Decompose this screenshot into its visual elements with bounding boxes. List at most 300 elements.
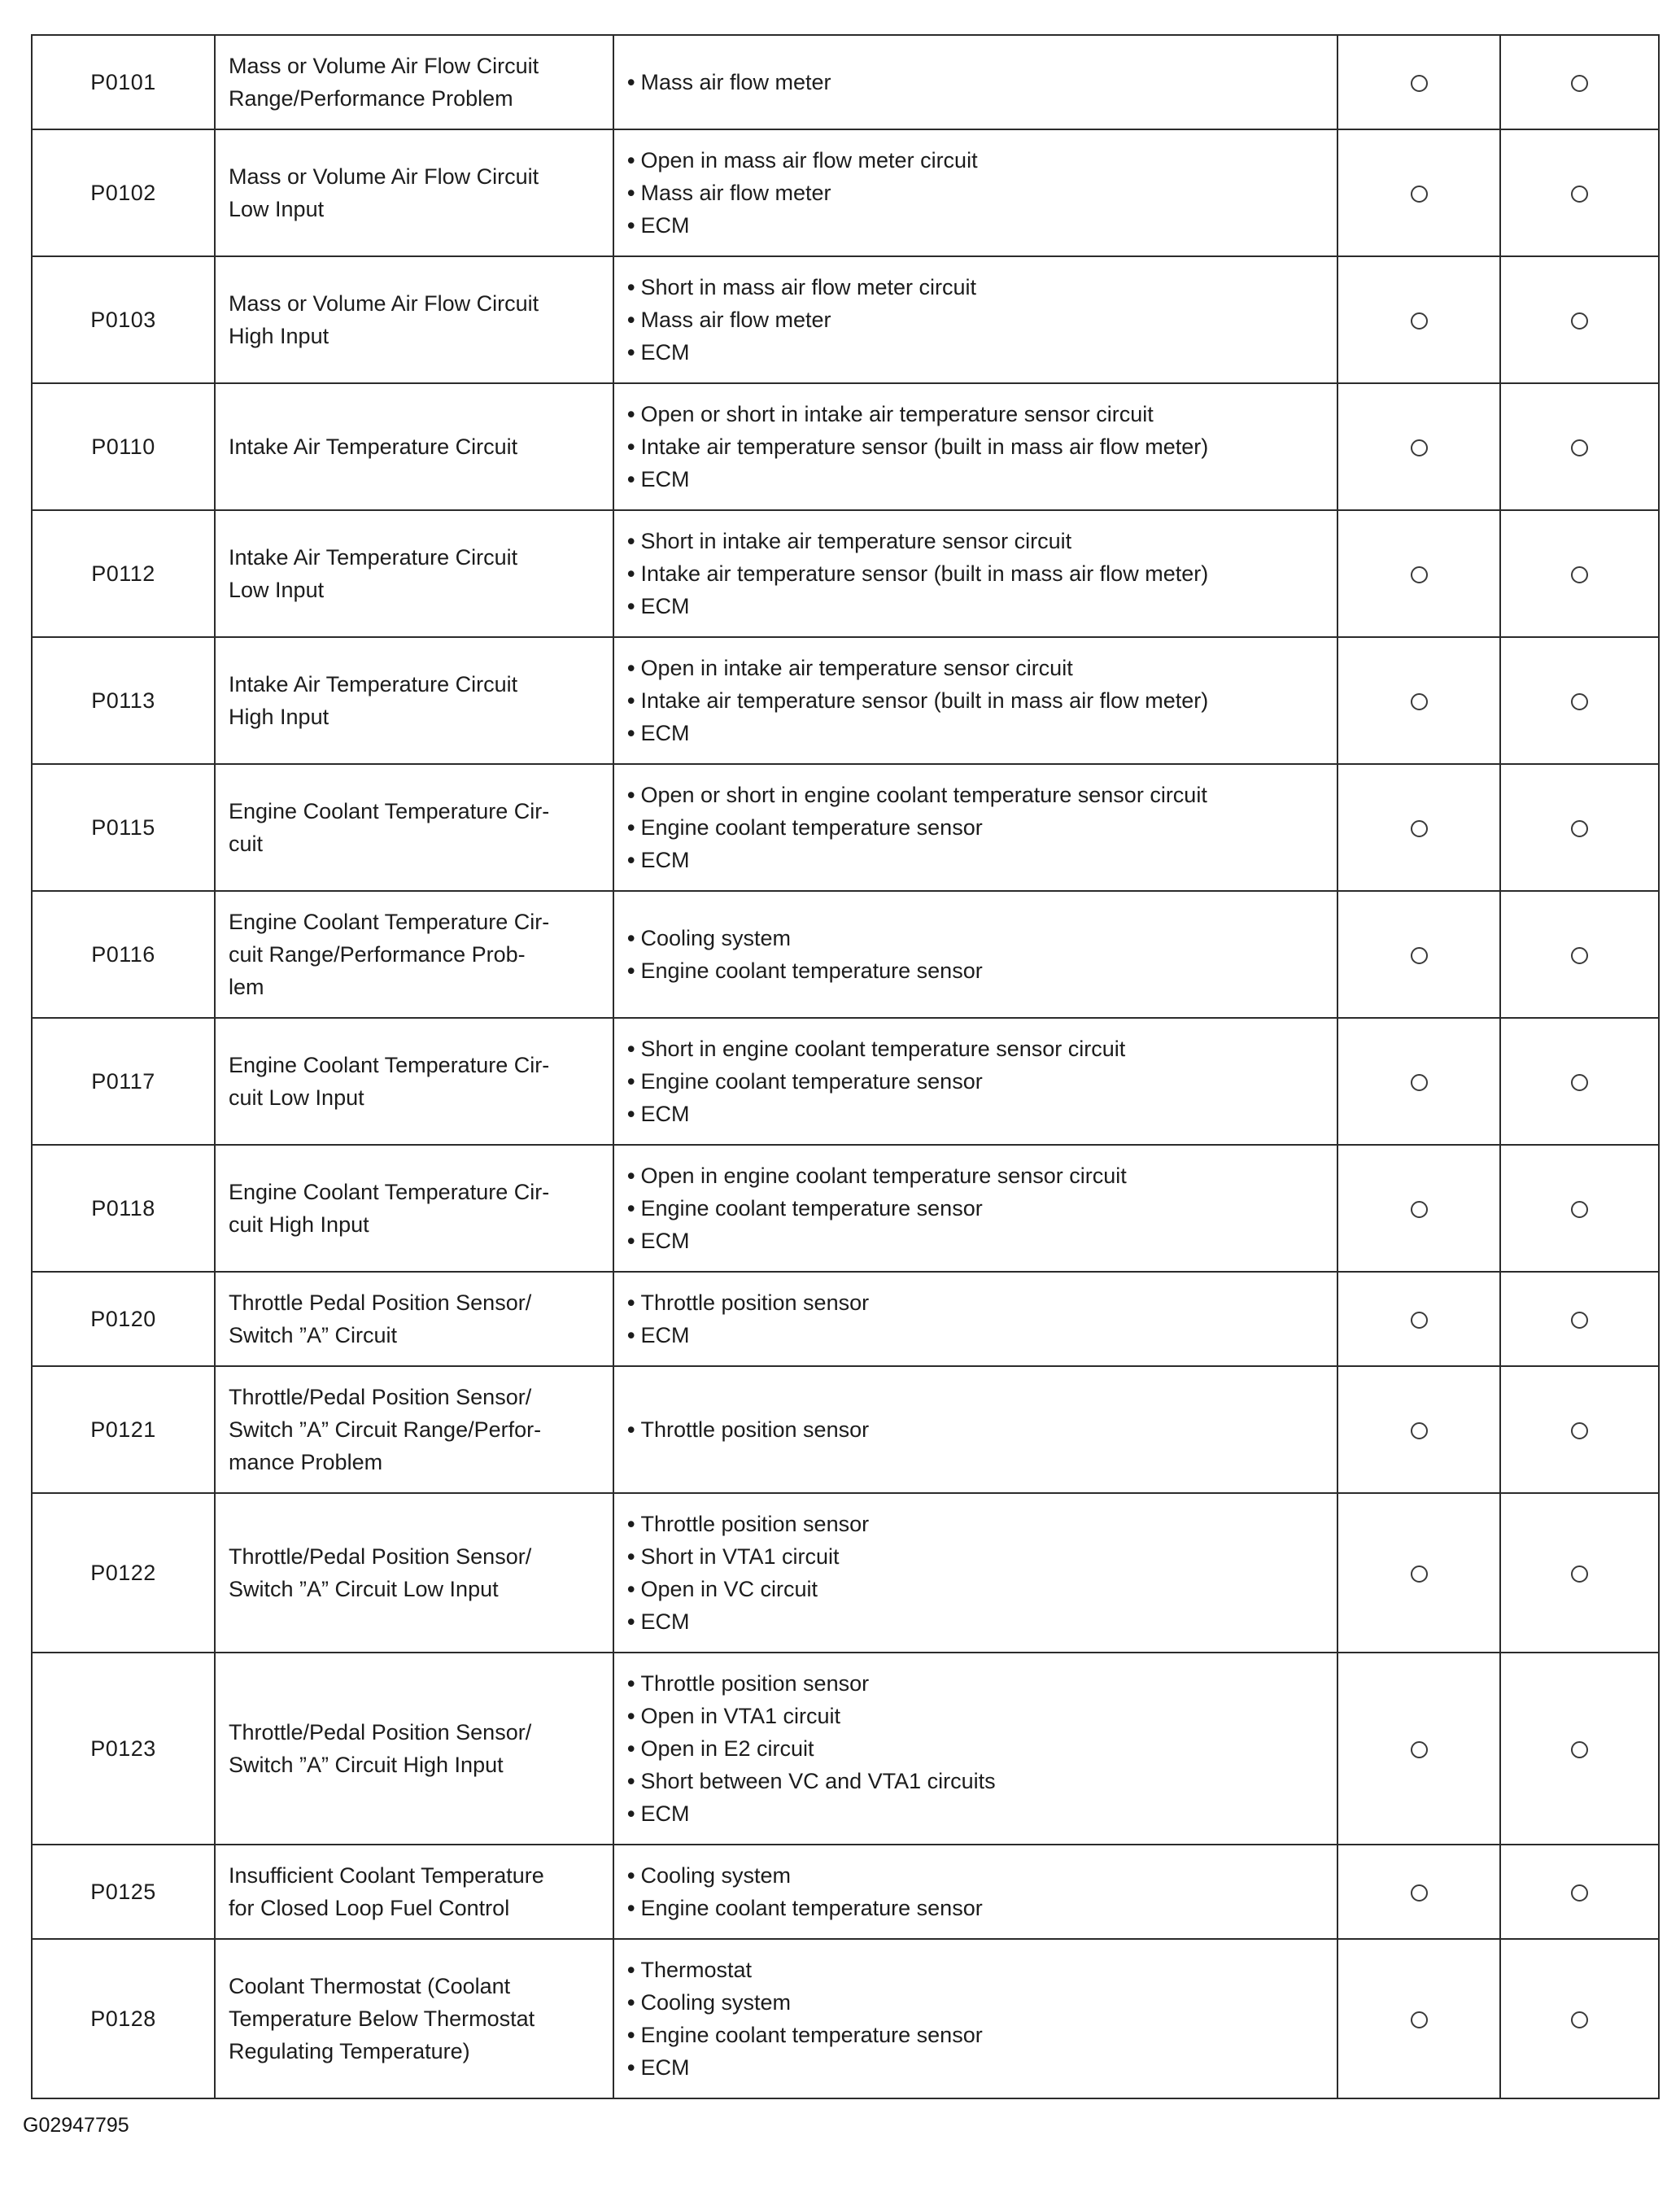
dtc-item-cell xyxy=(215,891,613,1018)
mark-cell-2 xyxy=(1500,1939,1659,2098)
dtc-item-line: cuit High Input xyxy=(229,1212,369,1237)
mark-cell-2 xyxy=(1500,35,1659,129)
trouble-area-cell xyxy=(613,1653,1337,1845)
dtc-code-cell: P0115 xyxy=(32,764,215,891)
dtc-code-cell: P0121 xyxy=(32,1366,215,1493)
mark-cell-1 xyxy=(1337,1939,1500,2098)
trouble-area-cell xyxy=(613,637,1337,764)
dtc-item-line: Switch ”A” Circuit Low Input xyxy=(229,1577,499,1601)
figure-id: G02947795 xyxy=(23,2114,129,2137)
bullet-icon: • xyxy=(627,688,635,714)
trouble-area-item xyxy=(627,336,1324,369)
trouble-area-text: ECM xyxy=(640,1229,690,1253)
mark-cell-1 xyxy=(1337,510,1500,637)
trouble-area-item xyxy=(627,1033,1324,1065)
trouble-area-item xyxy=(627,209,1324,242)
trouble-area-item xyxy=(627,463,1324,496)
bullet-icon: • xyxy=(627,1703,635,1729)
bullet-icon: • xyxy=(627,925,635,951)
trouble-area-item xyxy=(627,1159,1324,1192)
bullet-icon: • xyxy=(627,1290,635,1316)
circle-mark-icon xyxy=(1571,2011,1588,2028)
dtc-item-line: Switch ”A” Circuit xyxy=(229,1323,398,1347)
bullet-icon: • xyxy=(627,1101,635,1127)
bullet-icon: • xyxy=(627,1322,635,1348)
trouble-area-item xyxy=(627,66,1324,98)
dtc-item-cell xyxy=(215,383,613,510)
trouble-area-item xyxy=(627,271,1324,303)
trouble-area-cell xyxy=(613,1145,1337,1272)
dtc-item-cell xyxy=(215,1272,613,1366)
bullet-icon: • xyxy=(627,1862,635,1889)
dtc-table-row xyxy=(32,891,1659,1018)
trouble-area-item xyxy=(627,1286,1324,1319)
dtc-item-line: Engine Coolant Temperature Cir- xyxy=(229,1053,550,1077)
dtc-item-line: Low Input xyxy=(229,578,325,602)
dtc-item-line: Regulating Temperature) xyxy=(229,2039,470,2063)
dtc-table-row xyxy=(32,1272,1659,1366)
dtc-table-row xyxy=(32,1493,1659,1653)
dtc-table-row xyxy=(32,1939,1659,2098)
dtc-item-cell xyxy=(215,764,613,891)
trouble-area-cell xyxy=(613,510,1337,637)
mark-cell-2 xyxy=(1500,1145,1659,1272)
bullet-icon: • xyxy=(627,528,635,554)
circle-mark-icon xyxy=(1411,1884,1428,1902)
dtc-item-line: Throttle/Pedal Position Sensor/ xyxy=(229,1544,532,1569)
circle-mark-icon xyxy=(1411,1074,1428,1091)
dtc-item-line: Temperature Below Thermostat xyxy=(229,2006,535,2031)
dtc-table-row xyxy=(32,129,1659,256)
bullet-icon: • xyxy=(627,1989,635,2015)
circle-mark-icon xyxy=(1571,75,1588,92)
trouble-area-item xyxy=(627,1413,1324,1446)
trouble-area-item xyxy=(627,177,1324,209)
dtc-item-cell xyxy=(215,637,613,764)
bullet-icon: • xyxy=(627,212,635,238)
trouble-area-item xyxy=(627,652,1324,684)
bullet-icon: • xyxy=(627,434,635,460)
circle-mark-icon xyxy=(1571,1312,1588,1329)
circle-mark-icon xyxy=(1571,693,1588,710)
trouble-area-item xyxy=(627,398,1324,430)
trouble-area-item xyxy=(627,1797,1324,1830)
trouble-area-cell xyxy=(613,35,1337,129)
bullet-icon: • xyxy=(627,655,635,681)
dtc-item-line: High Input xyxy=(229,705,329,729)
trouble-area-text: Cooling system xyxy=(640,1990,792,2015)
dtc-item-line: Engine Coolant Temperature Cir- xyxy=(229,910,550,934)
mark-cell-1 xyxy=(1337,129,1500,256)
trouble-area-item xyxy=(627,1667,1324,1700)
trouble-area-text: ECM xyxy=(640,1801,690,1826)
trouble-area-text: Intake air temperature sensor (built in mass air flow meter) xyxy=(640,561,1209,586)
bullet-icon: • xyxy=(627,401,635,427)
trouble-area-item xyxy=(627,303,1324,336)
circle-mark-icon xyxy=(1571,1884,1588,1902)
trouble-area-cell xyxy=(613,1366,1337,1493)
bullet-icon: • xyxy=(627,1228,635,1254)
trouble-area-cell xyxy=(613,383,1337,510)
circle-mark-icon xyxy=(1571,1201,1588,1218)
trouble-area-cell xyxy=(613,891,1337,1018)
trouble-area-cell xyxy=(613,764,1337,891)
dtc-code-cell: P0102 xyxy=(32,129,215,256)
trouble-area-text: Engine coolant temperature sensor xyxy=(640,958,983,983)
trouble-area-text: Mass air flow meter xyxy=(640,181,831,205)
dtc-item-line: cuit Low Input xyxy=(229,1085,364,1110)
circle-mark-icon xyxy=(1571,820,1588,837)
trouble-area-text: Engine coolant temperature sensor xyxy=(640,2023,983,2047)
dtc-item-line: Intake Air Temperature Circuit xyxy=(229,672,518,696)
trouble-area-item xyxy=(627,1508,1324,1540)
dtc-item-cell xyxy=(215,1493,613,1653)
dtc-table-row xyxy=(32,256,1659,383)
dtc-item-line: Throttle/Pedal Position Sensor/ xyxy=(229,1720,532,1744)
circle-mark-icon xyxy=(1411,2011,1428,2028)
trouble-area-text: Engine coolant temperature sensor xyxy=(640,815,983,840)
trouble-area-text: Open in E2 circuit xyxy=(640,1736,814,1761)
dtc-code-cell: P0101 xyxy=(32,35,215,129)
dtc-item-line: Switch ”A” Circuit High Input xyxy=(229,1753,504,1777)
trouble-area-text: Open or short in intake air temperature sensor circuit xyxy=(640,402,1154,426)
circle-mark-icon xyxy=(1411,1201,1428,1218)
bullet-icon: • xyxy=(627,147,635,173)
mark-cell-2 xyxy=(1500,891,1659,1018)
circle-mark-icon xyxy=(1571,1422,1588,1439)
mark-cell-2 xyxy=(1500,1493,1659,1653)
bullet-icon: • xyxy=(627,274,635,300)
trouble-area-text: ECM xyxy=(640,848,690,872)
dtc-code-cell: P0128 xyxy=(32,1939,215,2098)
trouble-area-item xyxy=(627,1192,1324,1225)
trouble-area-text: Open in intake air temperature sensor circuit xyxy=(640,656,1073,680)
trouble-area-item xyxy=(627,1065,1324,1098)
dtc-table-row xyxy=(32,510,1659,637)
dtc-item-cell xyxy=(215,1366,613,1493)
trouble-area-text: Engine coolant temperature sensor xyxy=(640,1069,983,1094)
mark-cell-2 xyxy=(1500,1018,1659,1145)
circle-mark-icon xyxy=(1411,186,1428,203)
trouble-area-item xyxy=(627,144,1324,177)
trouble-area-item xyxy=(627,1573,1324,1605)
trouble-area-text: ECM xyxy=(640,594,690,618)
dtc-code-cell: P0116 xyxy=(32,891,215,1018)
dtc-table-row xyxy=(32,1845,1659,1939)
trouble-area-text: Throttle position sensor xyxy=(640,1512,870,1536)
trouble-area-text: Short in mass air flow meter circuit xyxy=(640,275,977,299)
trouble-area-text: Short between VC and VTA1 circuits xyxy=(640,1769,996,1793)
mark-cell-2 xyxy=(1500,1845,1659,1939)
trouble-area-text: Engine coolant temperature sensor xyxy=(640,1896,983,1920)
dtc-table-row xyxy=(32,1653,1659,1845)
circle-mark-icon xyxy=(1411,566,1428,583)
bullet-icon: • xyxy=(627,1768,635,1794)
dtc-item-line: for Closed Loop Fuel Control xyxy=(229,1896,510,1920)
trouble-area-item xyxy=(627,2019,1324,2051)
dtc-item-line: Intake Air Temperature Circuit xyxy=(229,434,518,459)
dtc-item-line: cuit xyxy=(229,832,264,856)
bullet-icon: • xyxy=(627,180,635,206)
bullet-icon: • xyxy=(627,1511,635,1537)
bullet-icon: • xyxy=(627,1195,635,1221)
mark-cell-1 xyxy=(1337,1018,1500,1145)
circle-mark-icon xyxy=(1411,1312,1428,1329)
trouble-area-item xyxy=(627,684,1324,717)
dtc-item-cell xyxy=(215,1018,613,1145)
bullet-icon: • xyxy=(627,339,635,365)
trouble-area-text: ECM xyxy=(640,1102,690,1126)
bullet-icon: • xyxy=(627,1957,635,1983)
bullet-icon: • xyxy=(627,69,635,95)
trouble-area-item xyxy=(627,1605,1324,1638)
dtc-item-line: Range/Performance Problem xyxy=(229,86,513,111)
trouble-area-item xyxy=(627,1892,1324,1924)
trouble-area-item xyxy=(627,1765,1324,1797)
circle-mark-icon xyxy=(1411,947,1428,964)
bullet-icon: • xyxy=(627,1609,635,1635)
dtc-item-cell xyxy=(215,129,613,256)
trouble-area-item xyxy=(627,1954,1324,1986)
circle-mark-icon xyxy=(1411,1565,1428,1583)
trouble-area-text: Cooling system xyxy=(640,926,792,950)
trouble-area-item xyxy=(627,954,1324,987)
dtc-table-row xyxy=(32,35,1659,129)
trouble-area-item xyxy=(627,525,1324,557)
dtc-table-row xyxy=(32,1145,1659,1272)
dtc-code-cell: P0122 xyxy=(32,1493,215,1653)
mark-cell-2 xyxy=(1500,1653,1659,1845)
trouble-area-text: Mass air flow meter xyxy=(640,308,831,332)
mark-cell-2 xyxy=(1500,383,1659,510)
mark-cell-1 xyxy=(1337,1493,1500,1653)
bullet-icon: • xyxy=(627,1670,635,1696)
trouble-area-text: Throttle position sensor xyxy=(640,1417,870,1442)
trouble-area-text: Engine coolant temperature sensor xyxy=(640,1196,983,1220)
bullet-icon: • xyxy=(627,1736,635,1762)
dtc-item-cell xyxy=(215,256,613,383)
dtc-item-cell xyxy=(215,1145,613,1272)
trouble-area-text: Open or short in engine coolant temperature sensor circuit xyxy=(640,783,1207,807)
circle-mark-icon xyxy=(1571,947,1588,964)
dtc-item-cell xyxy=(215,1939,613,2098)
dtc-item-line: Intake Air Temperature Circuit xyxy=(229,545,518,570)
circle-mark-icon xyxy=(1411,75,1428,92)
bullet-icon: • xyxy=(627,1576,635,1602)
dtc-item-line: High Input xyxy=(229,324,329,348)
mark-cell-1 xyxy=(1337,764,1500,891)
trouble-area-item xyxy=(627,779,1324,811)
mark-cell-2 xyxy=(1500,1366,1659,1493)
trouble-area-text: ECM xyxy=(640,1609,690,1634)
trouble-area-text: ECM xyxy=(640,721,690,745)
trouble-area-text: Mass air flow meter xyxy=(640,70,831,94)
trouble-area-item xyxy=(627,1098,1324,1130)
bullet-icon: • xyxy=(627,593,635,619)
dtc-code-cell: P0103 xyxy=(32,256,215,383)
circle-mark-icon xyxy=(1411,693,1428,710)
circle-mark-icon xyxy=(1571,439,1588,456)
mark-cell-1 xyxy=(1337,35,1500,129)
dtc-table-body xyxy=(32,35,1659,2098)
trouble-area-cell xyxy=(613,256,1337,383)
mark-cell-1 xyxy=(1337,256,1500,383)
dtc-item-line: cuit Range/Performance Prob- xyxy=(229,942,526,967)
dtc-item-cell xyxy=(215,1845,613,1939)
dtc-item-line: Engine Coolant Temperature Cir- xyxy=(229,1180,550,1204)
trouble-area-item xyxy=(627,1986,1324,2019)
mark-cell-1 xyxy=(1337,1366,1500,1493)
circle-mark-icon xyxy=(1411,1741,1428,1758)
mark-cell-1 xyxy=(1337,1272,1500,1366)
dtc-item-line: Insufficient Coolant Temperature xyxy=(229,1863,544,1888)
trouble-area-item xyxy=(627,1732,1324,1765)
dtc-table-row xyxy=(32,383,1659,510)
trouble-area-text: ECM xyxy=(640,1323,690,1347)
bullet-icon: • xyxy=(627,1068,635,1094)
dtc-table xyxy=(31,34,1660,2099)
dtc-code-cell: P0123 xyxy=(32,1653,215,1845)
bullet-icon: • xyxy=(627,958,635,984)
trouble-area-item xyxy=(627,2051,1324,2084)
trouble-area-cell xyxy=(613,1493,1337,1653)
trouble-area-item xyxy=(627,922,1324,954)
trouble-area-cell xyxy=(613,1018,1337,1145)
trouble-area-text: Open in engine coolant temperature sensor circuit xyxy=(640,1164,1127,1188)
bullet-icon: • xyxy=(627,307,635,333)
trouble-area-text: Open in VC circuit xyxy=(640,1577,818,1601)
trouble-area-item xyxy=(627,1540,1324,1573)
trouble-area-item xyxy=(627,1859,1324,1892)
dtc-item-line: Engine Coolant Temperature Cir- xyxy=(229,799,550,823)
mark-cell-1 xyxy=(1337,1145,1500,1272)
circle-mark-icon xyxy=(1571,186,1588,203)
trouble-area-item xyxy=(627,1225,1324,1257)
dtc-table-row xyxy=(32,1366,1659,1493)
dtc-table-row xyxy=(32,1018,1659,1145)
trouble-area-cell xyxy=(613,1939,1337,2098)
circle-mark-icon xyxy=(1411,439,1428,456)
bullet-icon: • xyxy=(627,1163,635,1189)
trouble-area-text: Throttle position sensor xyxy=(640,1290,870,1315)
dtc-item-line: Throttle Pedal Position Sensor/ xyxy=(229,1290,532,1315)
dtc-code-cell: P0110 xyxy=(32,383,215,510)
circle-mark-icon xyxy=(1571,312,1588,330)
circle-mark-icon xyxy=(1571,1074,1588,1091)
dtc-item-line: Mass or Volume Air Flow Circuit xyxy=(229,54,539,78)
trouble-area-item xyxy=(627,844,1324,876)
dtc-item-line: Mass or Volume Air Flow Circuit xyxy=(229,291,539,316)
bullet-icon: • xyxy=(627,1895,635,1921)
mark-cell-2 xyxy=(1500,256,1659,383)
dtc-table-row xyxy=(32,637,1659,764)
bullet-icon: • xyxy=(627,561,635,587)
dtc-code-cell: P0112 xyxy=(32,510,215,637)
mark-cell-1 xyxy=(1337,891,1500,1018)
mark-cell-2 xyxy=(1500,764,1659,891)
trouble-area-text: ECM xyxy=(640,2055,690,2080)
trouble-area-text: ECM xyxy=(640,340,690,365)
dtc-code-cell: P0118 xyxy=(32,1145,215,1272)
bullet-icon: • xyxy=(627,466,635,492)
trouble-area-text: Short in intake air temperature sensor circuit xyxy=(640,529,1072,553)
trouble-area-text: Short in engine coolant temperature sensor circuit xyxy=(640,1037,1126,1061)
bullet-icon: • xyxy=(627,2022,635,2048)
mark-cell-2 xyxy=(1500,129,1659,256)
bullet-icon: • xyxy=(627,720,635,746)
dtc-code-cell: P0125 xyxy=(32,1845,215,1939)
trouble-area-item xyxy=(627,717,1324,749)
trouble-area-item xyxy=(627,811,1324,844)
trouble-area-item xyxy=(627,590,1324,622)
dtc-item-line: Low Input xyxy=(229,197,325,221)
dtc-code-cell: P0117 xyxy=(32,1018,215,1145)
bullet-icon: • xyxy=(627,1801,635,1827)
trouble-area-text: Short in VTA1 circuit xyxy=(640,1544,840,1569)
circle-mark-icon xyxy=(1571,566,1588,583)
trouble-area-item xyxy=(627,557,1324,590)
dtc-table-row xyxy=(32,764,1659,891)
dtc-item-line: Switch ”A” Circuit Range/Perfor- xyxy=(229,1417,542,1442)
bullet-icon: • xyxy=(627,782,635,808)
trouble-area-cell xyxy=(613,1845,1337,1939)
circle-mark-icon xyxy=(1411,312,1428,330)
trouble-area-cell xyxy=(613,1272,1337,1366)
dtc-item-cell xyxy=(215,35,613,129)
trouble-area-text: Throttle position sensor xyxy=(640,1671,870,1696)
trouble-area-text: Intake air temperature sensor (built in mass air flow meter) xyxy=(640,688,1209,713)
dtc-code-cell: P0113 xyxy=(32,637,215,764)
circle-mark-icon xyxy=(1571,1565,1588,1583)
trouble-area-cell xyxy=(613,129,1337,256)
trouble-area-item xyxy=(627,430,1324,463)
trouble-area-text: Cooling system xyxy=(640,1863,792,1888)
bullet-icon: • xyxy=(627,2054,635,2081)
trouble-area-text: Intake air temperature sensor (built in mass air flow meter) xyxy=(640,434,1209,459)
dtc-code-cell: P0120 xyxy=(32,1272,215,1366)
trouble-area-text: Thermostat xyxy=(640,1958,752,1982)
trouble-area-text: ECM xyxy=(640,467,690,491)
trouble-area-text: Open in mass air flow meter circuit xyxy=(640,148,978,172)
trouble-area-item xyxy=(627,1700,1324,1732)
mark-cell-1 xyxy=(1337,1845,1500,1939)
dtc-item-line: Mass or Volume Air Flow Circuit xyxy=(229,164,539,189)
dtc-item-line: Coolant Thermostat (Coolant xyxy=(229,1974,511,1998)
dtc-item-line: mance Problem xyxy=(229,1450,383,1474)
mark-cell-2 xyxy=(1500,637,1659,764)
dtc-item-line: lem xyxy=(229,975,264,999)
trouble-area-text: Open in VTA1 circuit xyxy=(640,1704,841,1728)
bullet-icon: • xyxy=(627,1036,635,1062)
mark-cell-2 xyxy=(1500,1272,1659,1366)
mark-cell-1 xyxy=(1337,637,1500,764)
trouble-area-item xyxy=(627,1319,1324,1351)
circle-mark-icon xyxy=(1571,1741,1588,1758)
mark-cell-1 xyxy=(1337,1653,1500,1845)
dtc-item-line: Throttle/Pedal Position Sensor/ xyxy=(229,1385,532,1409)
dtc-item-cell xyxy=(215,510,613,637)
mark-cell-2 xyxy=(1500,510,1659,637)
bullet-icon: • xyxy=(627,1417,635,1443)
trouble-area-text: ECM xyxy=(640,213,690,238)
circle-mark-icon xyxy=(1411,820,1428,837)
circle-mark-icon xyxy=(1411,1422,1428,1439)
mark-cell-1 xyxy=(1337,383,1500,510)
bullet-icon: • xyxy=(627,814,635,841)
bullet-icon: • xyxy=(627,847,635,873)
dtc-item-cell xyxy=(215,1653,613,1845)
bullet-icon: • xyxy=(627,1544,635,1570)
